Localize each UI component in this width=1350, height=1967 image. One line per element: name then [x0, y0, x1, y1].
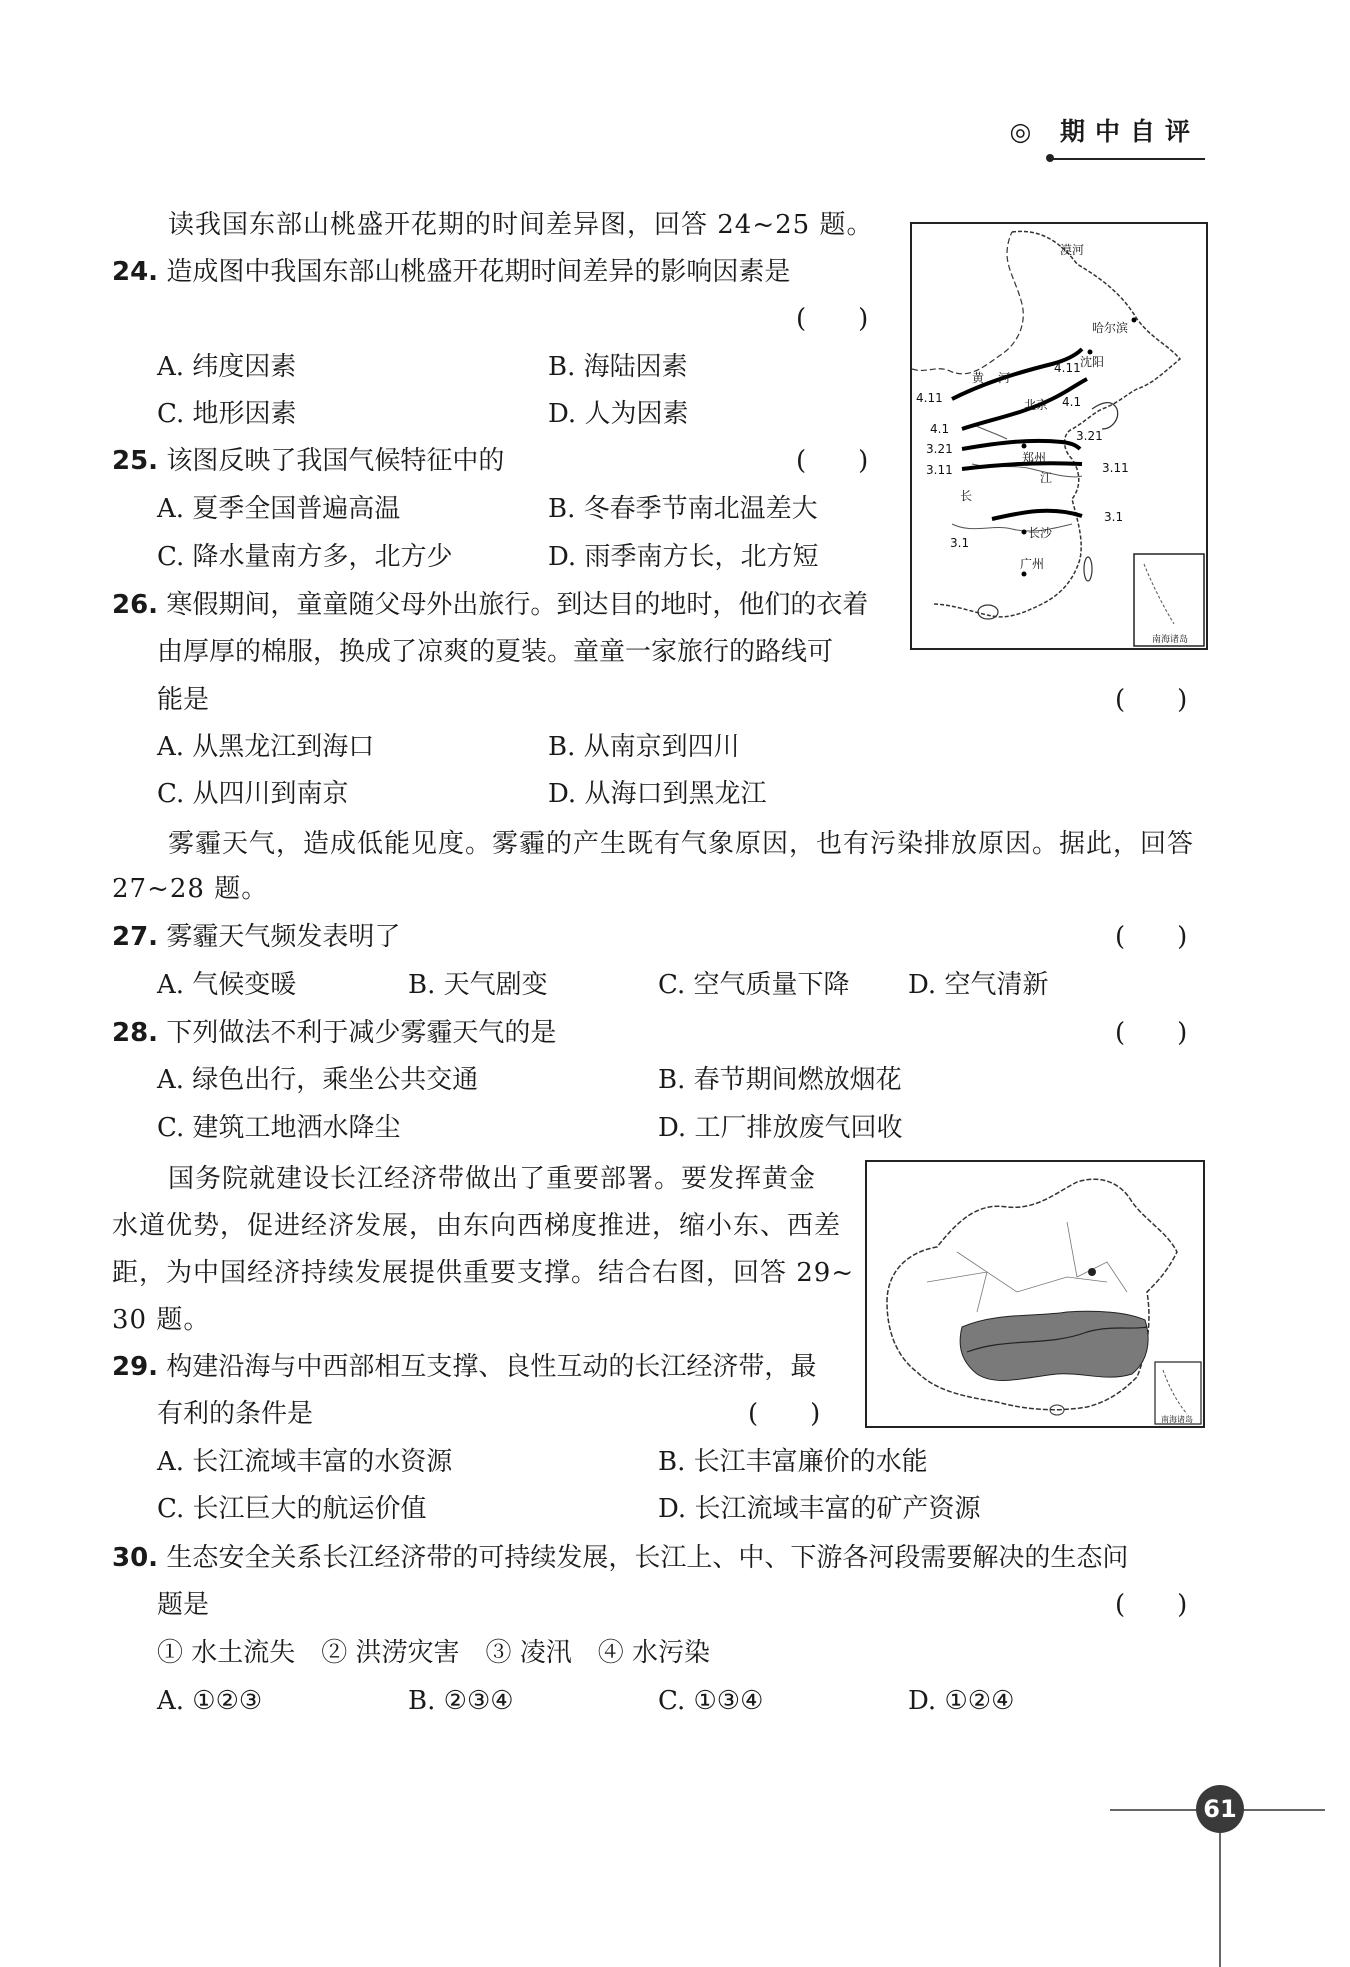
option-29-a[interactable]: A. 长江流域丰富的水资源	[157, 1447, 453, 1477]
place-dot-harbin	[1132, 318, 1137, 323]
option-28-d[interactable]: D. 工厂排放废气回收	[658, 1113, 903, 1143]
isoline-label-3-21-right: 3.21	[1076, 429, 1103, 443]
footer-vertical-rule	[1219, 1833, 1221, 1967]
map-inset-label: 南海诸岛	[1152, 635, 1189, 645]
isoline-label-3-11-left: 3.11	[926, 463, 953, 477]
place-label-changsha: 长沙	[1028, 526, 1053, 540]
question-29-line2: 有利的条件是	[157, 1399, 314, 1429]
option-29-c[interactable]: C. 长江巨大的航运价值	[157, 1494, 427, 1524]
answer-paren-29[interactable]: ( )	[748, 1399, 821, 1429]
isoline-label-3-21-left: 3.21	[926, 442, 953, 456]
map2-inset-label: 南海诸岛	[1161, 1415, 1193, 1424]
option-25-b[interactable]: B. 冬春季节南北温差大	[548, 494, 818, 524]
question-number: 27.	[112, 922, 159, 952]
option-24-a[interactable]: A. 纬度因素	[157, 352, 297, 382]
option-30-a[interactable]: A. ①②③	[157, 1686, 263, 1716]
answer-paren-25[interactable]: ( )	[796, 446, 869, 476]
question-number: 28.	[112, 1018, 159, 1048]
intro-27-28: 雾霾天气，造成低能见度。雾霾的产生既有气象原因，也有污染排放原因。据此，回答	[168, 829, 1195, 859]
place-label-mohe: 漠河	[1060, 243, 1085, 257]
question-text: 该图反映了我国气候特征中的	[166, 446, 505, 476]
section-header	[1009, 112, 1200, 148]
place-dot-zhengzhou	[1022, 444, 1027, 449]
place-label-harbin: 哈尔滨	[1092, 321, 1129, 335]
option-28-a[interactable]: A. 绿色出行，乘坐公共交通	[157, 1065, 479, 1095]
question-text: 寒假期间，童童随父母外出旅行。到达目的地时，他们的衣着	[166, 590, 869, 620]
answer-paren-24[interactable]: ( )	[796, 304, 869, 334]
option-27-b[interactable]: B. 天气剧变	[408, 970, 548, 1000]
question-25	[112, 444, 504, 478]
map-peach-blossom-svg	[912, 224, 1206, 648]
question-30-items: ① 水土流失 ② 洪涝灾害 ③ 凌汛 ④ 水污染	[157, 1638, 711, 1668]
option-26-a[interactable]: A. 从黑龙江到海口	[157, 732, 375, 762]
question-text: 雾霾天气频发表明了	[166, 922, 401, 952]
question-28	[112, 1016, 556, 1050]
question-number: 25.	[112, 446, 159, 476]
place-dot-shenyang	[1088, 350, 1093, 355]
river-label-jiang: 江	[1040, 471, 1053, 485]
intro-29-30-line3: 距，为中国经济持续发展提供重要支撑。结合右图，回答 29~	[112, 1258, 855, 1288]
place-dot-guangzhou	[1022, 572, 1027, 577]
question-29	[112, 1350, 816, 1384]
isoline-label-3-1-left: 3.1	[950, 536, 970, 550]
option-24-b[interactable]: B. 海陆因素	[548, 352, 688, 382]
intro-29-30-line2: 水道优势，促进经济发展，由东向西梯度推进，缩小东、西差	[112, 1211, 842, 1241]
intro-29-30-line4: 30 题。	[112, 1305, 211, 1335]
option-25-a[interactable]: A. 夏季全国普遍高温	[157, 494, 401, 524]
intro-29-30: 国务院就建设长江经济带做出了重要部署。要发挥黄金	[168, 1164, 817, 1194]
map-inset-frame	[1134, 554, 1204, 646]
question-24	[112, 255, 790, 289]
option-27-a[interactable]: A. 气候变暖	[157, 970, 297, 1000]
option-25-d[interactable]: D. 雨季南方长，北方短	[548, 542, 819, 572]
option-29-d[interactable]: D. 长江流域丰富的矿产资源	[658, 1494, 981, 1524]
river-label-chang: 长	[960, 489, 973, 503]
option-27-c[interactable]: C. 空气质量下降	[658, 970, 850, 1000]
place-dot-changsha	[1022, 530, 1027, 535]
answer-paren-26[interactable]: ( )	[1115, 685, 1188, 715]
answer-paren-30[interactable]: ( )	[1115, 1590, 1188, 1620]
question-text: 下列做法不利于减少雾霾天气的是	[166, 1018, 557, 1048]
question-27	[112, 920, 400, 954]
river-label-he: 河	[998, 371, 1011, 385]
map-yangtze-belt	[865, 1160, 1205, 1428]
map-yangtze-belt-svg	[867, 1162, 1203, 1426]
map-peach-blossom	[910, 222, 1208, 650]
option-30-c[interactable]: C. ①③④	[658, 1686, 764, 1716]
place-label-shenyang: 沈阳	[1080, 355, 1105, 369]
header-rule	[1050, 158, 1205, 160]
option-30-d[interactable]: D. ①②④	[908, 1686, 1015, 1716]
header-title: 期中自评	[1059, 117, 1200, 146]
isoline-label-4-11-left: 4.11	[916, 391, 943, 405]
question-26-line3: 能是	[157, 685, 210, 715]
question-number: 26.	[112, 590, 159, 620]
question-text: 构建沿海与中西部相互支撑、良性互动的长江经济带，最	[166, 1352, 817, 1382]
isoline-label-4-1-left: 4.1	[930, 422, 950, 436]
question-30-line2: 题是	[157, 1590, 210, 1620]
question-text: 生态安全关系长江经济带的可持续发展，长江上、中、下游各河段需要解决的生态问	[166, 1543, 1129, 1573]
option-24-c[interactable]: C. 地形因素	[157, 399, 297, 429]
river-label-huang: 黄	[972, 371, 985, 385]
question-number: 30.	[112, 1543, 159, 1573]
place-label-beijing: 北京	[1024, 398, 1049, 412]
isoline-label-4-1-right: 4.1	[1062, 395, 1082, 409]
question-26-line2: 由厚厚的棉服，换成了凉爽的夏装。童童一家旅行的路线可	[157, 637, 834, 667]
intro-24-25: 读我国东部山桃盛开花期的时间差异图，回答 24~25 题。	[168, 210, 874, 240]
option-27-d[interactable]: D. 空气清新	[908, 970, 1049, 1000]
question-26	[112, 588, 868, 622]
isoline-label-3-1-right: 3.1	[1104, 510, 1124, 524]
question-number: 24.	[112, 257, 159, 287]
answer-paren-27[interactable]: ( )	[1115, 922, 1188, 952]
beijing-marker	[1088, 1268, 1096, 1276]
answer-paren-28[interactable]: ( )	[1115, 1018, 1188, 1048]
option-26-b[interactable]: B. 从南京到四川	[548, 732, 740, 762]
isoline-label-4-11-right: 4.11	[1054, 361, 1081, 375]
page-number: 61	[1196, 1785, 1244, 1833]
question-text: 造成图中我国东部山桃盛开花期时间差异的影响因素是	[166, 257, 791, 287]
option-28-c[interactable]: C. 建筑工地洒水降尘	[157, 1113, 401, 1143]
option-26-c[interactable]: C. 从四川到南京	[157, 779, 349, 809]
option-24-d[interactable]: D. 人为因素	[548, 399, 689, 429]
question-number: 29.	[112, 1352, 159, 1382]
header-marker: ◎	[1009, 117, 1042, 146]
option-28-b[interactable]: B. 春节期间燃放烟花	[658, 1065, 902, 1095]
option-29-b[interactable]: B. 长江丰富廉价的水能	[658, 1447, 928, 1477]
intro-27-28-cont: 27~28 题。	[112, 874, 269, 904]
question-30	[112, 1541, 1128, 1575]
option-30-b[interactable]: B. ②③④	[408, 1686, 514, 1716]
place-label-zhengzhou: 郑州	[1022, 451, 1047, 465]
place-label-guangzhou: 广州	[1020, 557, 1045, 571]
option-25-c[interactable]: C. 降水量南方多，北方少	[157, 542, 453, 572]
isoline-label-3-11-right: 3.11	[1102, 461, 1129, 475]
option-26-d[interactable]: D. 从海口到黑龙江	[548, 779, 767, 809]
